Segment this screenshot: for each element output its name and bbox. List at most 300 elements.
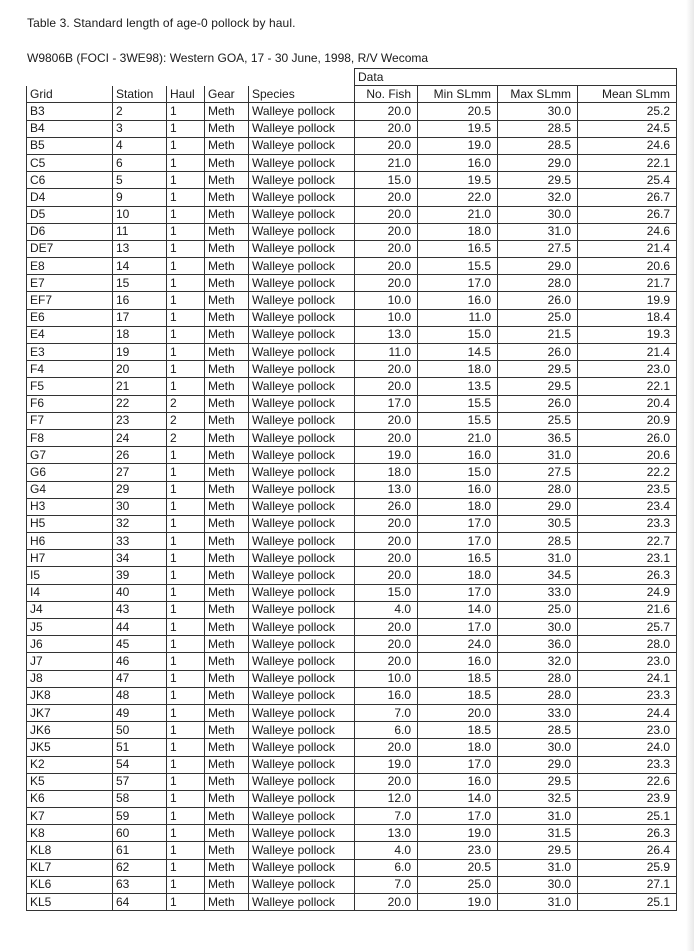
cell-mean-sl: 20.4 xyxy=(578,395,677,412)
cell-gear: Meth xyxy=(205,361,249,378)
cell-station: 15 xyxy=(113,275,167,292)
cell-no-fish: 20.0 xyxy=(355,567,418,584)
cell-min-sl: 17.0 xyxy=(418,515,498,532)
cell-haul: 1 xyxy=(167,876,205,893)
cell-min-sl: 20.0 xyxy=(418,704,498,721)
cell-no-fish: 10.0 xyxy=(355,670,418,687)
cell-grid: E6 xyxy=(27,309,113,326)
cell-station: 20 xyxy=(113,361,167,378)
cell-grid: J7 xyxy=(27,653,113,670)
cell-max-sl: 30.0 xyxy=(498,876,578,893)
cell-station: 49 xyxy=(113,704,167,721)
cell-species: Walleye pollock xyxy=(249,825,355,842)
cell-station: 51 xyxy=(113,739,167,756)
cell-min-sl: 17.0 xyxy=(418,584,498,601)
cell-no-fish: 20.0 xyxy=(355,189,418,206)
cell-gear: Meth xyxy=(205,326,249,343)
cell-mean-sl: 23.5 xyxy=(578,481,677,498)
cell-station: 32 xyxy=(113,515,167,532)
cell-species: Walleye pollock xyxy=(249,258,355,275)
cell-grid: JK6 xyxy=(27,722,113,739)
cell-haul: 1 xyxy=(167,722,205,739)
cell-gear: Meth xyxy=(205,223,249,240)
table-row xyxy=(27,756,677,773)
cell-species: Walleye pollock xyxy=(249,481,355,498)
cell-min-sl: 16.0 xyxy=(418,481,498,498)
cell-min-sl: 18.5 xyxy=(418,687,498,704)
cell-grid: JK8 xyxy=(27,687,113,704)
col-header-min-sl: Min SLmm xyxy=(418,86,498,103)
cell-max-sl: 36.5 xyxy=(498,429,578,446)
cell-mean-sl: 26.3 xyxy=(578,825,677,842)
cell-mean-sl: 23.0 xyxy=(578,722,677,739)
cell-no-fish: 20.0 xyxy=(355,103,418,120)
cell-haul: 1 xyxy=(167,584,205,601)
col-header-mean-sl: Mean SLmm xyxy=(578,86,677,103)
cell-max-sl: 30.0 xyxy=(498,206,578,223)
cell-gear: Meth xyxy=(205,567,249,584)
cell-species: Walleye pollock xyxy=(249,876,355,893)
table-row xyxy=(27,464,677,481)
cell-haul: 1 xyxy=(167,619,205,636)
cell-gear: Meth xyxy=(205,206,249,223)
cell-min-sl: 11.0 xyxy=(418,309,498,326)
cell-no-fish: 21.0 xyxy=(355,154,418,171)
cell-species: Walleye pollock xyxy=(249,275,355,292)
cell-min-sl: 24.0 xyxy=(418,636,498,653)
cell-min-sl: 15.0 xyxy=(418,464,498,481)
cell-species: Walleye pollock xyxy=(249,412,355,429)
cell-grid: F4 xyxy=(27,361,113,378)
cell-grid: F8 xyxy=(27,429,113,446)
cell-no-fish: 26.0 xyxy=(355,498,418,515)
cell-mean-sl: 26.0 xyxy=(578,429,677,446)
cell-species: Walleye pollock xyxy=(249,601,355,618)
cell-min-sl: 14.0 xyxy=(418,790,498,807)
cell-grid: KL7 xyxy=(27,859,113,876)
cell-grid: JK5 xyxy=(27,739,113,756)
cell-max-sl: 31.0 xyxy=(498,859,578,876)
cell-no-fish: 20.0 xyxy=(355,653,418,670)
cell-station: 18 xyxy=(113,326,167,343)
table-row xyxy=(27,722,677,739)
cell-species: Walleye pollock xyxy=(249,773,355,790)
cell-station: 24 xyxy=(113,429,167,446)
cell-gear: Meth xyxy=(205,670,249,687)
cell-station: 33 xyxy=(113,533,167,550)
cell-haul: 1 xyxy=(167,189,205,206)
cell-station: 14 xyxy=(113,258,167,275)
cell-mean-sl: 23.9 xyxy=(578,790,677,807)
cell-station: 11 xyxy=(113,223,167,240)
cell-haul: 1 xyxy=(167,120,205,137)
cell-max-sl: 28.0 xyxy=(498,670,578,687)
cell-haul: 1 xyxy=(167,825,205,842)
cell-grid: JK7 xyxy=(27,704,113,721)
cell-station: 54 xyxy=(113,756,167,773)
cell-station: 30 xyxy=(113,498,167,515)
cell-grid: I5 xyxy=(27,567,113,584)
cell-min-sl: 18.5 xyxy=(418,722,498,739)
cell-gear: Meth xyxy=(205,773,249,790)
table-row xyxy=(27,412,677,429)
cell-station: 10 xyxy=(113,206,167,223)
cell-grid: B4 xyxy=(27,120,113,137)
cell-max-sl: 27.5 xyxy=(498,464,578,481)
cell-grid: K2 xyxy=(27,756,113,773)
scan-edge-shadow xyxy=(686,0,694,951)
cell-max-sl: 31.5 xyxy=(498,825,578,842)
cell-species: Walleye pollock xyxy=(249,361,355,378)
cell-min-sl: 18.0 xyxy=(418,567,498,584)
cell-min-sl: 16.5 xyxy=(418,550,498,567)
cell-no-fish: 20.0 xyxy=(355,739,418,756)
cell-species: Walleye pollock xyxy=(249,550,355,567)
cell-station: 17 xyxy=(113,309,167,326)
table-row xyxy=(27,481,677,498)
group-header-spacer xyxy=(27,69,355,86)
cell-gear: Meth xyxy=(205,275,249,292)
table-row xyxy=(27,653,677,670)
cell-station: 50 xyxy=(113,722,167,739)
cell-no-fish: 20.0 xyxy=(355,550,418,567)
cell-mean-sl: 24.6 xyxy=(578,137,677,154)
cell-species: Walleye pollock xyxy=(249,154,355,171)
cell-mean-sl: 21.4 xyxy=(578,240,677,257)
cell-grid: K5 xyxy=(27,773,113,790)
cell-no-fish: 20.0 xyxy=(355,533,418,550)
cell-species: Walleye pollock xyxy=(249,894,355,911)
cell-mean-sl: 25.1 xyxy=(578,808,677,825)
cell-grid: I4 xyxy=(27,584,113,601)
cell-species: Walleye pollock xyxy=(249,223,355,240)
table-row xyxy=(27,154,677,171)
cell-max-sl: 29.0 xyxy=(498,756,578,773)
cell-station: 26 xyxy=(113,447,167,464)
cell-haul: 1 xyxy=(167,515,205,532)
cell-species: Walleye pollock xyxy=(249,189,355,206)
cell-species: Walleye pollock xyxy=(249,584,355,601)
cell-gear: Meth xyxy=(205,292,249,309)
table-subtitle: W9806B (FOCI - 3WE98): Western GOA, 17 - 30 June, 1998, R/V Wecoma xyxy=(27,51,429,65)
cell-grid: F7 xyxy=(27,412,113,429)
cell-max-sl: 29.0 xyxy=(498,498,578,515)
cell-station: 63 xyxy=(113,876,167,893)
table-row xyxy=(27,636,677,653)
table-row xyxy=(27,876,677,893)
column-header-row xyxy=(27,86,677,103)
cell-gear: Meth xyxy=(205,704,249,721)
cell-station: 57 xyxy=(113,773,167,790)
cell-haul: 1 xyxy=(167,533,205,550)
table-row xyxy=(27,361,677,378)
cell-no-fish: 6.0 xyxy=(355,722,418,739)
cell-gear: Meth xyxy=(205,550,249,567)
cell-species: Walleye pollock xyxy=(249,326,355,343)
cell-mean-sl: 26.7 xyxy=(578,206,677,223)
cell-max-sl: 29.5 xyxy=(498,172,578,189)
cell-max-sl: 30.5 xyxy=(498,515,578,532)
cell-min-sl: 17.0 xyxy=(418,808,498,825)
cell-no-fish: 15.0 xyxy=(355,172,418,189)
cell-station: 58 xyxy=(113,790,167,807)
cell-mean-sl: 23.3 xyxy=(578,756,677,773)
cell-max-sl: 25.0 xyxy=(498,601,578,618)
cell-gear: Meth xyxy=(205,859,249,876)
cell-gear: Meth xyxy=(205,429,249,446)
cell-station: 6 xyxy=(113,154,167,171)
cell-station: 5 xyxy=(113,172,167,189)
cell-max-sl: 33.0 xyxy=(498,704,578,721)
cell-mean-sl: 25.4 xyxy=(578,172,677,189)
table-row xyxy=(27,429,677,446)
table-row xyxy=(27,825,677,842)
cell-species: Walleye pollock xyxy=(249,378,355,395)
cell-gear: Meth xyxy=(205,172,249,189)
cell-no-fish: 19.0 xyxy=(355,756,418,773)
cell-grid: H5 xyxy=(27,515,113,532)
cell-haul: 1 xyxy=(167,687,205,704)
cell-min-sl: 18.0 xyxy=(418,361,498,378)
cell-max-sl: 21.5 xyxy=(498,326,578,343)
cell-gear: Meth xyxy=(205,258,249,275)
cell-grid: K7 xyxy=(27,808,113,825)
cell-mean-sl: 24.1 xyxy=(578,670,677,687)
cell-gear: Meth xyxy=(205,876,249,893)
cell-haul: 1 xyxy=(167,137,205,154)
cell-no-fish: 20.0 xyxy=(355,137,418,154)
cell-haul: 1 xyxy=(167,309,205,326)
cell-species: Walleye pollock xyxy=(249,790,355,807)
cell-grid: F5 xyxy=(27,378,113,395)
cell-species: Walleye pollock xyxy=(249,172,355,189)
cell-gear: Meth xyxy=(205,137,249,154)
cell-species: Walleye pollock xyxy=(249,636,355,653)
table-row xyxy=(27,808,677,825)
cell-no-fish: 18.0 xyxy=(355,464,418,481)
cell-species: Walleye pollock xyxy=(249,429,355,446)
cell-species: Walleye pollock xyxy=(249,756,355,773)
cell-haul: 1 xyxy=(167,154,205,171)
cell-mean-sl: 23.0 xyxy=(578,361,677,378)
cell-species: Walleye pollock xyxy=(249,137,355,154)
cell-haul: 1 xyxy=(167,378,205,395)
cell-max-sl: 28.0 xyxy=(498,481,578,498)
cell-haul: 1 xyxy=(167,670,205,687)
cell-species: Walleye pollock xyxy=(249,292,355,309)
cell-gear: Meth xyxy=(205,395,249,412)
cell-mean-sl: 25.9 xyxy=(578,859,677,876)
cell-mean-sl: 22.7 xyxy=(578,533,677,550)
cell-min-sl: 14.0 xyxy=(418,601,498,618)
cell-gear: Meth xyxy=(205,756,249,773)
group-header-row xyxy=(27,69,677,86)
cell-grid: B3 xyxy=(27,103,113,120)
cell-haul: 1 xyxy=(167,447,205,464)
cell-max-sl: 28.5 xyxy=(498,533,578,550)
col-header-grid: Grid xyxy=(27,86,113,103)
cell-max-sl: 27.5 xyxy=(498,240,578,257)
cell-no-fish: 20.0 xyxy=(355,120,418,137)
cell-gear: Meth xyxy=(205,240,249,257)
cell-min-sl: 19.0 xyxy=(418,137,498,154)
cell-max-sl: 32.5 xyxy=(498,790,578,807)
table-row xyxy=(27,790,677,807)
cell-station: 44 xyxy=(113,619,167,636)
cell-no-fish: 20.0 xyxy=(355,240,418,257)
cell-gear: Meth xyxy=(205,464,249,481)
cell-species: Walleye pollock xyxy=(249,619,355,636)
cell-min-sl: 15.5 xyxy=(418,258,498,275)
cell-gear: Meth xyxy=(205,842,249,859)
cell-species: Walleye pollock xyxy=(249,464,355,481)
cell-haul: 1 xyxy=(167,653,205,670)
cell-haul: 1 xyxy=(167,103,205,120)
table-row xyxy=(27,894,677,911)
table-row xyxy=(27,172,677,189)
cell-min-sl: 19.5 xyxy=(418,120,498,137)
cell-max-sl: 26.0 xyxy=(498,344,578,361)
cell-grid: J4 xyxy=(27,601,113,618)
cell-max-sl: 30.0 xyxy=(498,619,578,636)
cell-haul: 1 xyxy=(167,894,205,911)
cell-max-sl: 29.5 xyxy=(498,361,578,378)
cell-grid: G4 xyxy=(27,481,113,498)
cell-no-fish: 13.0 xyxy=(355,326,418,343)
cell-no-fish: 17.0 xyxy=(355,395,418,412)
cell-mean-sl: 28.0 xyxy=(578,636,677,653)
table-row xyxy=(27,206,677,223)
cell-no-fish: 7.0 xyxy=(355,704,418,721)
col-header-species: Species xyxy=(249,86,355,103)
cell-species: Walleye pollock xyxy=(249,447,355,464)
cell-no-fish: 7.0 xyxy=(355,876,418,893)
cell-species: Walleye pollock xyxy=(249,739,355,756)
cell-mean-sl: 23.3 xyxy=(578,515,677,532)
table-row xyxy=(27,378,677,395)
cell-grid: KL8 xyxy=(27,842,113,859)
table-row xyxy=(27,670,677,687)
cell-haul: 1 xyxy=(167,859,205,876)
cell-grid: K6 xyxy=(27,790,113,807)
cell-mean-sl: 25.2 xyxy=(578,103,677,120)
cell-no-fish: 7.0 xyxy=(355,808,418,825)
cell-max-sl: 25.5 xyxy=(498,412,578,429)
cell-species: Walleye pollock xyxy=(249,842,355,859)
cell-min-sl: 14.5 xyxy=(418,344,498,361)
col-header-haul: Haul xyxy=(167,86,205,103)
cell-station: 43 xyxy=(113,601,167,618)
cell-mean-sl: 26.3 xyxy=(578,567,677,584)
cell-haul: 1 xyxy=(167,344,205,361)
cell-species: Walleye pollock xyxy=(249,653,355,670)
cell-max-sl: 32.0 xyxy=(498,189,578,206)
cell-max-sl: 29.0 xyxy=(498,154,578,171)
cell-grid: KL6 xyxy=(27,876,113,893)
cell-max-sl: 31.0 xyxy=(498,808,578,825)
cell-no-fish: 10.0 xyxy=(355,309,418,326)
table-row xyxy=(27,395,677,412)
cell-min-sl: 21.0 xyxy=(418,429,498,446)
cell-grid: KL5 xyxy=(27,894,113,911)
table-row xyxy=(27,739,677,756)
table-row xyxy=(27,223,677,240)
cell-no-fish: 20.0 xyxy=(355,206,418,223)
cell-haul: 2 xyxy=(167,412,205,429)
cell-station: 9 xyxy=(113,189,167,206)
cell-grid: B5 xyxy=(27,137,113,154)
cell-gear: Meth xyxy=(205,533,249,550)
cell-no-fish: 20.0 xyxy=(355,636,418,653)
cell-grid: J6 xyxy=(27,636,113,653)
cell-grid: D6 xyxy=(27,223,113,240)
cell-no-fish: 20.0 xyxy=(355,361,418,378)
cell-gear: Meth xyxy=(205,447,249,464)
table-row xyxy=(27,584,677,601)
cell-gear: Meth xyxy=(205,687,249,704)
cell-no-fish: 20.0 xyxy=(355,619,418,636)
cell-min-sl: 19.0 xyxy=(418,825,498,842)
cell-min-sl: 17.0 xyxy=(418,756,498,773)
cell-no-fish: 4.0 xyxy=(355,842,418,859)
cell-haul: 1 xyxy=(167,206,205,223)
cell-station: 61 xyxy=(113,842,167,859)
cell-mean-sl: 21.6 xyxy=(578,601,677,618)
cell-mean-sl: 18.4 xyxy=(578,309,677,326)
cell-max-sl: 28.5 xyxy=(498,137,578,154)
table-row xyxy=(27,773,677,790)
data-group-header: Data xyxy=(355,69,418,86)
cell-station: 40 xyxy=(113,584,167,601)
cell-mean-sl: 26.4 xyxy=(578,842,677,859)
cell-haul: 1 xyxy=(167,223,205,240)
cell-species: Walleye pollock xyxy=(249,206,355,223)
cell-station: 16 xyxy=(113,292,167,309)
cell-mean-sl: 25.1 xyxy=(578,894,677,911)
cell-max-sl: 26.0 xyxy=(498,395,578,412)
cell-station: 64 xyxy=(113,894,167,911)
cell-no-fish: 10.0 xyxy=(355,292,418,309)
cell-max-sl: 33.0 xyxy=(498,584,578,601)
cell-gear: Meth xyxy=(205,498,249,515)
cell-station: 19 xyxy=(113,344,167,361)
cell-station: 48 xyxy=(113,687,167,704)
cell-max-sl: 30.0 xyxy=(498,739,578,756)
cell-species: Walleye pollock xyxy=(249,344,355,361)
cell-max-sl: 36.0 xyxy=(498,636,578,653)
cell-no-fish: 4.0 xyxy=(355,601,418,618)
table-row xyxy=(27,619,677,636)
cell-haul: 1 xyxy=(167,601,205,618)
cell-grid: G7 xyxy=(27,447,113,464)
cell-mean-sl: 26.7 xyxy=(578,189,677,206)
table-row xyxy=(27,515,677,532)
cell-species: Walleye pollock xyxy=(249,395,355,412)
cell-species: Walleye pollock xyxy=(249,687,355,704)
cell-max-sl: 28.0 xyxy=(498,687,578,704)
cell-min-sl: 16.0 xyxy=(418,292,498,309)
cell-gear: Meth xyxy=(205,103,249,120)
cell-no-fish: 20.0 xyxy=(355,515,418,532)
cell-station: 46 xyxy=(113,653,167,670)
cell-station: 4 xyxy=(113,137,167,154)
cell-mean-sl: 23.1 xyxy=(578,550,677,567)
cell-station: 27 xyxy=(113,464,167,481)
cell-max-sl: 28.5 xyxy=(498,722,578,739)
cell-grid: E4 xyxy=(27,326,113,343)
col-header-max-sl: Max SLmm xyxy=(498,86,578,103)
cell-station: 45 xyxy=(113,636,167,653)
